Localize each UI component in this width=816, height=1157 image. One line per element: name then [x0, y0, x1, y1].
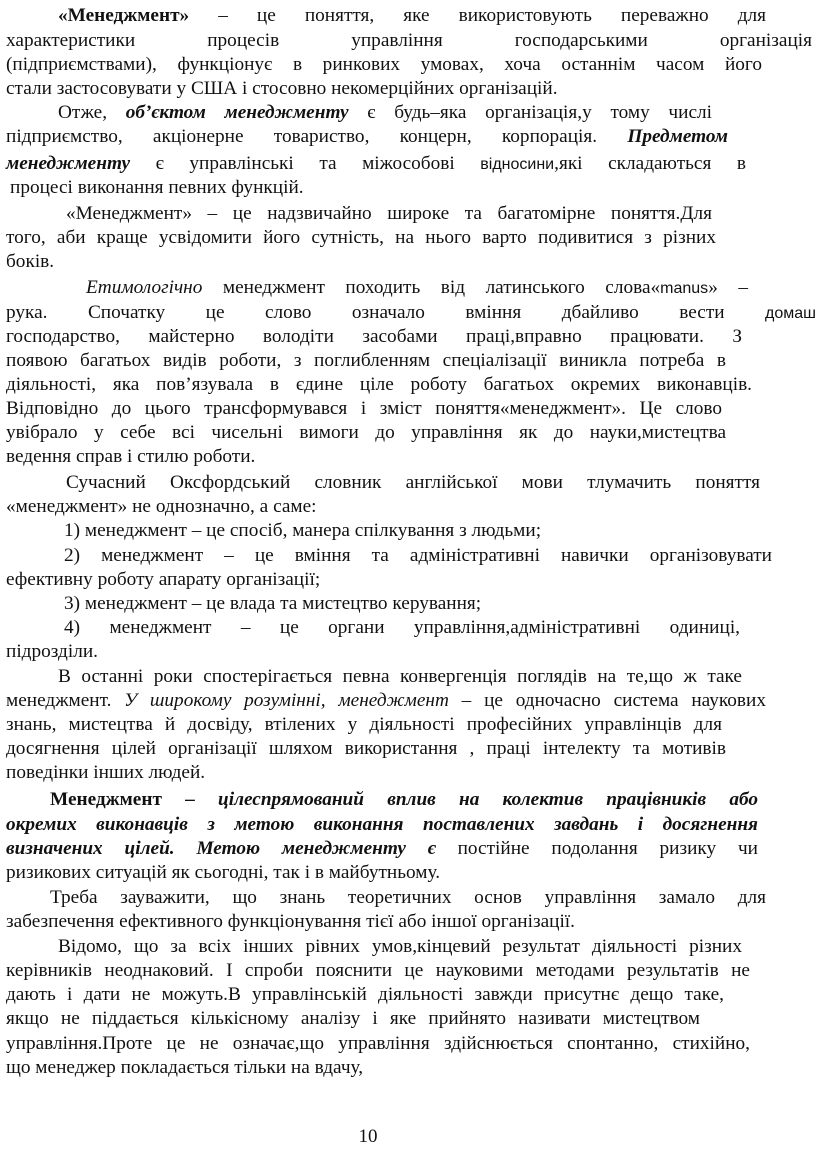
p3-line-3: боків. [6, 251, 55, 272]
p3-line-1: «Менеджмент» – це надзвичайно широке та багатомірне поняття.Для [66, 203, 712, 224]
p4-line-4: появою багатьох видів роботи, з поглибленням спеціалізації виникла потреба в [6, 350, 726, 371]
p5-line-2: «менеджмент» не однозначно, а саме: [6, 496, 317, 517]
p7-line-2: окремих виконавців з метою виконання поставлених завдань і досягнення [6, 814, 758, 835]
p4-line-2-a: рука. Спочатку це слово означало вміння дбайливо вести [6, 302, 766, 323]
p4-line-1-d: » – [708, 277, 748, 298]
p2-line-3 [6, 151, 746, 176]
p2-line-2-a: підприємство, акціонерне товариство, концерн, корпорація. [6, 126, 628, 147]
p2-line-2 [6, 124, 728, 149]
p7-goal-term: визначених цілей. Метою менеджменту є [6, 838, 436, 859]
p7-line-3 [6, 836, 758, 861]
list-item-1: 1) менеджмент – це спосіб, манера спілкування з людьми; [64, 520, 542, 541]
list-item-3: 3) менеджмент – це влада та мистецтво керування; [64, 593, 482, 614]
list-item-4-line-1: 4) менеджмент – це органи управління,адміністративні одиниці, [64, 617, 740, 638]
p4-line-1 [86, 275, 748, 300]
p2-management-term: менеджменту [6, 153, 131, 174]
p4-line-5: діяльності, яка пов’язувала в єдине ціле роботу багатьох окремих виконавців. [6, 374, 752, 395]
p7-line-1 [50, 787, 758, 812]
p2-line-1-a: Отже, [58, 102, 126, 123]
p2-line-3-d: ,які складаються в [554, 153, 747, 174]
p2-object-term: об’єктом менеджменту [125, 102, 349, 123]
list-item-2-line-1: 2) менеджмент – це вміння та адміністративні навички організовувати [64, 545, 772, 566]
p6-line-2 [6, 688, 766, 713]
p8-line-2: забезпечення ефективного функціонування тієї або іншої організації. [6, 911, 575, 932]
p1-term: «Менеджмент» [58, 5, 190, 26]
p6-line-4: досягнення цілей організації шляхом використання , праці інтелекту та мотивів [6, 738, 726, 759]
p2-line-1 [58, 100, 712, 125]
p4-line-3: господарство, майстерно володіти засобами праці,вправно працювати. З [6, 326, 742, 347]
p4-line-2 [6, 300, 816, 325]
p9-line-3: дають і дати не можуть.В управлінській діяльності завжди присутнє дещо таке, [6, 984, 724, 1005]
p6-line-2-a: менеджмент. [6, 690, 125, 711]
p1-line-4: стали застосовувати у США і стосовно некомерційних організацій. [6, 78, 558, 99]
p9-line-5: управління.Проте це не означає,що управління здійснюється спонтанно, стихійно, [6, 1033, 750, 1054]
p4-line-8: ведення справ і стилю роботи. [6, 446, 256, 467]
page-number: 10 [358, 1126, 378, 1147]
p2-line-3-b: є управлінські та міжособові [130, 153, 481, 174]
p4-latin-word: manus [660, 280, 709, 297]
p9-line-6: що менеджер покладається тільки на вдачу, [6, 1057, 364, 1078]
list-item-4-line-2: підрозділи. [6, 641, 98, 662]
p4-line-6: Відповідно до цього трансформувався і зміст поняття«менеджмент». Це слово [6, 398, 722, 419]
p7-line-4: ризикових ситуацій як сьогодні, так і в майбутньому. [6, 862, 441, 883]
p2-line-4: процесі виконання певних функцій. [10, 177, 304, 198]
p2-line-1-c: є будь–яка організація,у тому числі [348, 102, 712, 123]
p1-line-1-rest: – це поняття, яке використовують переважно для [189, 5, 766, 26]
p4-etymology: Етимологічно [86, 277, 203, 298]
p6-line-3: знань, мистецтва й досвіду, втілених у діяльності професійних управлінців для [6, 714, 722, 735]
p2-relations: відносини [480, 156, 555, 173]
p9-line-2: керівників неоднаковий. І спроби пояснити це науковими методами результатів не [6, 960, 750, 981]
p6-line-1: В останні роки спостерігається певна конвергенція поглядів на те,що ж таке [58, 666, 742, 687]
p7-term: Менеджмент – [50, 789, 218, 810]
p4-line-1-b: менеджмент походить від латинського слова« [202, 277, 661, 298]
p6-line-2-c: – це одночасно система наукових [448, 690, 766, 711]
p6-broad-sense: У широкому розумінні, менеджмент [124, 690, 449, 711]
p9-line-4: якщо не піддається кількісному аналізу і яке прийнято називати мистецтвом [6, 1008, 700, 1029]
p8-line-1: Треба зауважити, що знань теоретичних основ управління замало для [50, 887, 766, 908]
p9-line-1: Відомо, що за всіх інших рівних умов,кінцевий результат діяльності різних [58, 936, 742, 957]
p4-line-2-b: домаш [765, 305, 816, 322]
p1-line-1 [58, 3, 766, 28]
list-item-2-line-2: ефективну роботу апарату організації; [6, 569, 321, 590]
p1-line-2: характеристики процесів управління господарськими організація [6, 30, 812, 51]
p3-line-2: того, аби краще усвідомити його сутність, на нього варто подивитися з різних [6, 227, 716, 248]
p2-subject-term: Предметом [627, 126, 728, 147]
p1-line-3: (підприємствами), функціонує в ринкових умовах, хоча останнім часом його [6, 54, 762, 75]
p5-line-1: Сучасний Оксфордський словник англійської мови тлумачить поняття [66, 472, 760, 493]
p7-definition-start: цілеспрямований вплив на колектив працівників або [218, 789, 759, 810]
p7-line-3-b: постійне подолання ризику чи [435, 838, 758, 859]
p4-line-7: увібрало у себе всі чисельні вимоги до управління як до науки,мистецтва [6, 422, 726, 443]
p6-line-5: поведінки інших людей. [6, 762, 206, 783]
